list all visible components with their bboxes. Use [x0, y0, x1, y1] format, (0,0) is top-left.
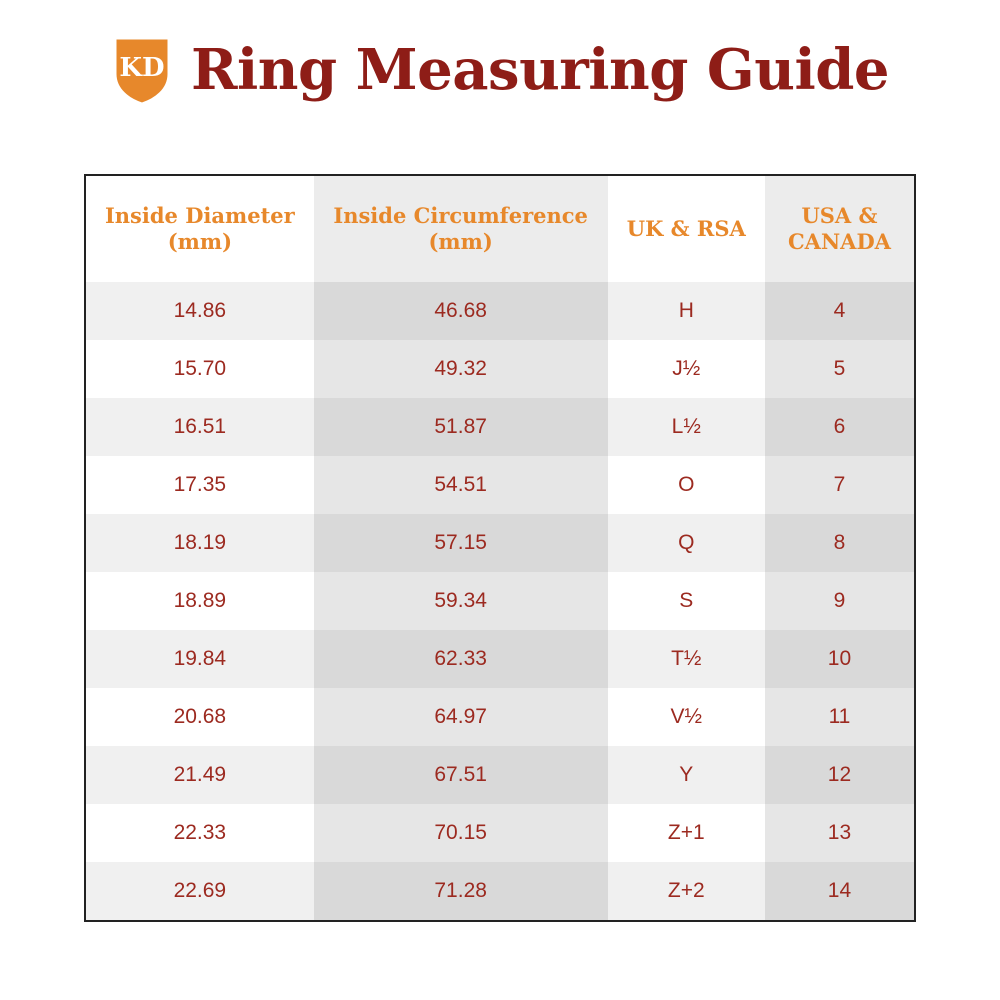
cell-uk-rsa: J½ — [608, 340, 765, 398]
cell-inside-circumference: 70.15 — [314, 804, 608, 862]
kd-shield-logo-icon — [111, 34, 173, 106]
cell-inside-diameter: 14.86 — [86, 282, 314, 340]
cell-uk-rsa: V½ — [608, 688, 765, 746]
column-header-inside-circumference: Inside Circumference (mm) — [314, 176, 608, 282]
cell-uk-rsa: S — [608, 572, 765, 630]
cell-usa-canada: 9 — [765, 572, 914, 630]
cell-uk-rsa: Q — [608, 514, 765, 572]
table-row — [86, 398, 914, 456]
cell-usa-canada: 4 — [765, 282, 914, 340]
cell-uk-rsa: L½ — [608, 398, 765, 456]
cell-inside-circumference: 64.97 — [314, 688, 608, 746]
cell-usa-canada: 13 — [765, 804, 914, 862]
cell-inside-circumference: 49.32 — [314, 340, 608, 398]
cell-inside-diameter: 19.84 — [86, 630, 314, 688]
cell-uk-rsa: T½ — [608, 630, 765, 688]
cell-usa-canada: 11 — [765, 688, 914, 746]
cell-inside-circumference: 67.51 — [314, 746, 608, 804]
column-header-inside-diameter: Inside Diameter (mm) — [86, 176, 314, 282]
table-row — [86, 514, 914, 572]
cell-inside-diameter: 20.68 — [86, 688, 314, 746]
cell-inside-circumference: 71.28 — [314, 862, 608, 920]
cell-inside-diameter: 22.69 — [86, 862, 314, 920]
cell-inside-circumference: 51.87 — [314, 398, 608, 456]
table-row — [86, 804, 914, 862]
cell-inside-circumference: 62.33 — [314, 630, 608, 688]
cell-uk-rsa: O — [608, 456, 765, 514]
cell-usa-canada: 12 — [765, 746, 914, 804]
cell-uk-rsa: Y — [608, 746, 765, 804]
table-row — [86, 630, 914, 688]
cell-inside-circumference: 54.51 — [314, 456, 608, 514]
table-row — [86, 282, 914, 340]
table-body — [86, 282, 914, 920]
ring-size-table-container — [84, 174, 916, 922]
cell-inside-diameter: 21.49 — [86, 746, 314, 804]
column-header-uk-rsa: UK & RSA — [608, 176, 765, 282]
table-row — [86, 746, 914, 804]
svg-text:KD: KD — [119, 53, 165, 83]
ring-size-table — [86, 176, 914, 920]
cell-usa-canada: 7 — [765, 456, 914, 514]
table-row — [86, 572, 914, 630]
cell-usa-canada: 5 — [765, 340, 914, 398]
cell-uk-rsa: Z+2 — [608, 862, 765, 920]
cell-usa-canada: 10 — [765, 630, 914, 688]
cell-inside-diameter: 18.89 — [86, 572, 314, 630]
cell-inside-diameter: 18.19 — [86, 514, 314, 572]
cell-inside-circumference: 59.34 — [314, 572, 608, 630]
cell-inside-diameter: 22.33 — [86, 804, 314, 862]
cell-uk-rsa: Z+1 — [608, 804, 765, 862]
cell-uk-rsa: H — [608, 282, 765, 340]
cell-usa-canada: 14 — [765, 862, 914, 920]
column-header-usa-canada: USA & CANADA — [765, 176, 914, 282]
cell-inside-diameter: 17.35 — [86, 456, 314, 514]
cell-usa-canada: 6 — [765, 398, 914, 456]
table-row — [86, 456, 914, 514]
cell-inside-diameter: 15.70 — [86, 340, 314, 398]
cell-inside-circumference: 46.68 — [314, 282, 608, 340]
page-header — [0, 0, 1000, 110]
cell-inside-diameter: 16.51 — [86, 398, 314, 456]
cell-usa-canada: 8 — [765, 514, 914, 572]
table-row — [86, 688, 914, 746]
table-row — [86, 340, 914, 398]
table-header-row-group — [86, 176, 914, 282]
page-title: Ring Measuring Guide — [190, 37, 890, 103]
table-row — [86, 862, 914, 920]
cell-inside-circumference: 57.15 — [314, 514, 608, 572]
table-header-row — [86, 176, 914, 282]
